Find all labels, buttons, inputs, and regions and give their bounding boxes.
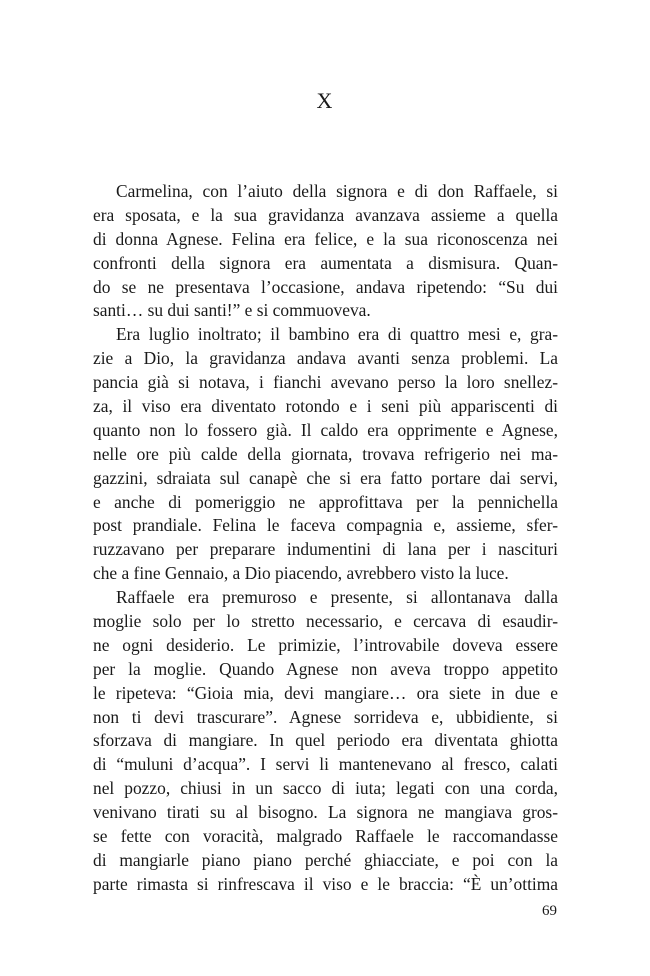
body-text xyxy=(93,180,558,897)
text-line: venivano tirati su al bisogno. La signora ne mangiava gros- xyxy=(93,802,558,823)
text-line: e anche di pomeriggio ne approfittava per la pennichella xyxy=(93,491,558,512)
text-line: non ti devi trascurare”. Agnese sorrideva e, ubbidiente, si xyxy=(93,706,558,727)
text-line: ruzzavano per preparare indumentini di lana per i nascituri xyxy=(93,539,558,560)
text-line: ne ogni desiderio. Le primizie, l’introvabile doveva essere xyxy=(93,634,558,655)
text-line: se fette con voracità, malgrado Raffaele le raccomandasse xyxy=(93,826,558,847)
text-line: di “muluni d’acqua”. I servi li mantenevano al fresco, calati xyxy=(93,754,558,775)
text-line: nel pozzo, chiusi in un sacco di iuta; legati con una corda, xyxy=(93,778,558,799)
text-line: le ripeteva: “Gioia mia, devi mangiare… ora siete in due e xyxy=(93,682,558,703)
text-line: parte rimasta si rinfrescava il viso e le braccia: “È un’ottima xyxy=(93,873,558,894)
text-line: gazzini, sdraiata sul canapè che si era fatto portare dai servi, xyxy=(93,467,558,488)
text-line: che a fine Gennaio, a Dio piacendo, avrebbero visto la luce. xyxy=(93,563,509,584)
text-line: quanto non lo fossero già. Il caldo era opprimente e Agnese, xyxy=(93,419,558,440)
text-line: do se ne presentava l’occasione, andava ripetendo: “Su dui xyxy=(93,276,558,297)
text-line: post prandiale. Felina le faceva compagnia e, assieme, sfer- xyxy=(93,515,558,536)
text-line: Carmelina, con l’aiuto della signora e di don Raffaele, si xyxy=(116,181,558,201)
text-line: confronti della signora era aumentata a dismisura. Quan- xyxy=(93,252,558,273)
text-line: era sposata, e la sua gravidanza avanzava assieme a quella xyxy=(93,204,558,225)
text-line: per la moglie. Quando Agnese non aveva troppo appetito xyxy=(93,658,558,679)
chapter-title: X xyxy=(316,88,334,113)
text-line: di mangiarle piano piano perché ghiacciate, e poi con la xyxy=(93,849,558,870)
text-line: Raffaele era premuroso e presente, si allontanava dalla xyxy=(116,587,558,608)
text-line: di donna Agnese. Felina era felice, e la sua riconoscenza nei xyxy=(93,228,558,249)
text-line: pancia già si notava, i fianchi avevano perso la loro snellez- xyxy=(93,372,558,393)
text-line: zie a Dio, la gravidanza andava avanti senza problemi. La xyxy=(93,348,558,369)
text-line: Era luglio inoltrato; il bambino era di quattro mesi e, gra- xyxy=(116,324,558,345)
text-line: za, il viso era diventato rotondo e i seni più appariscenti di xyxy=(93,396,558,417)
text-line: sforzava di mangiare. In quel periodo era diventata ghiotta xyxy=(93,730,558,751)
text-line: nelle ore più calde della giornata, trovava refrigerio nei ma- xyxy=(93,443,558,464)
page-number: 69 xyxy=(542,903,557,919)
text-line: moglie solo per lo stretto necessario, e cercava di esaudir- xyxy=(93,611,558,632)
text-line: santi… su dui santi!” e si commuoveva. xyxy=(93,300,371,321)
